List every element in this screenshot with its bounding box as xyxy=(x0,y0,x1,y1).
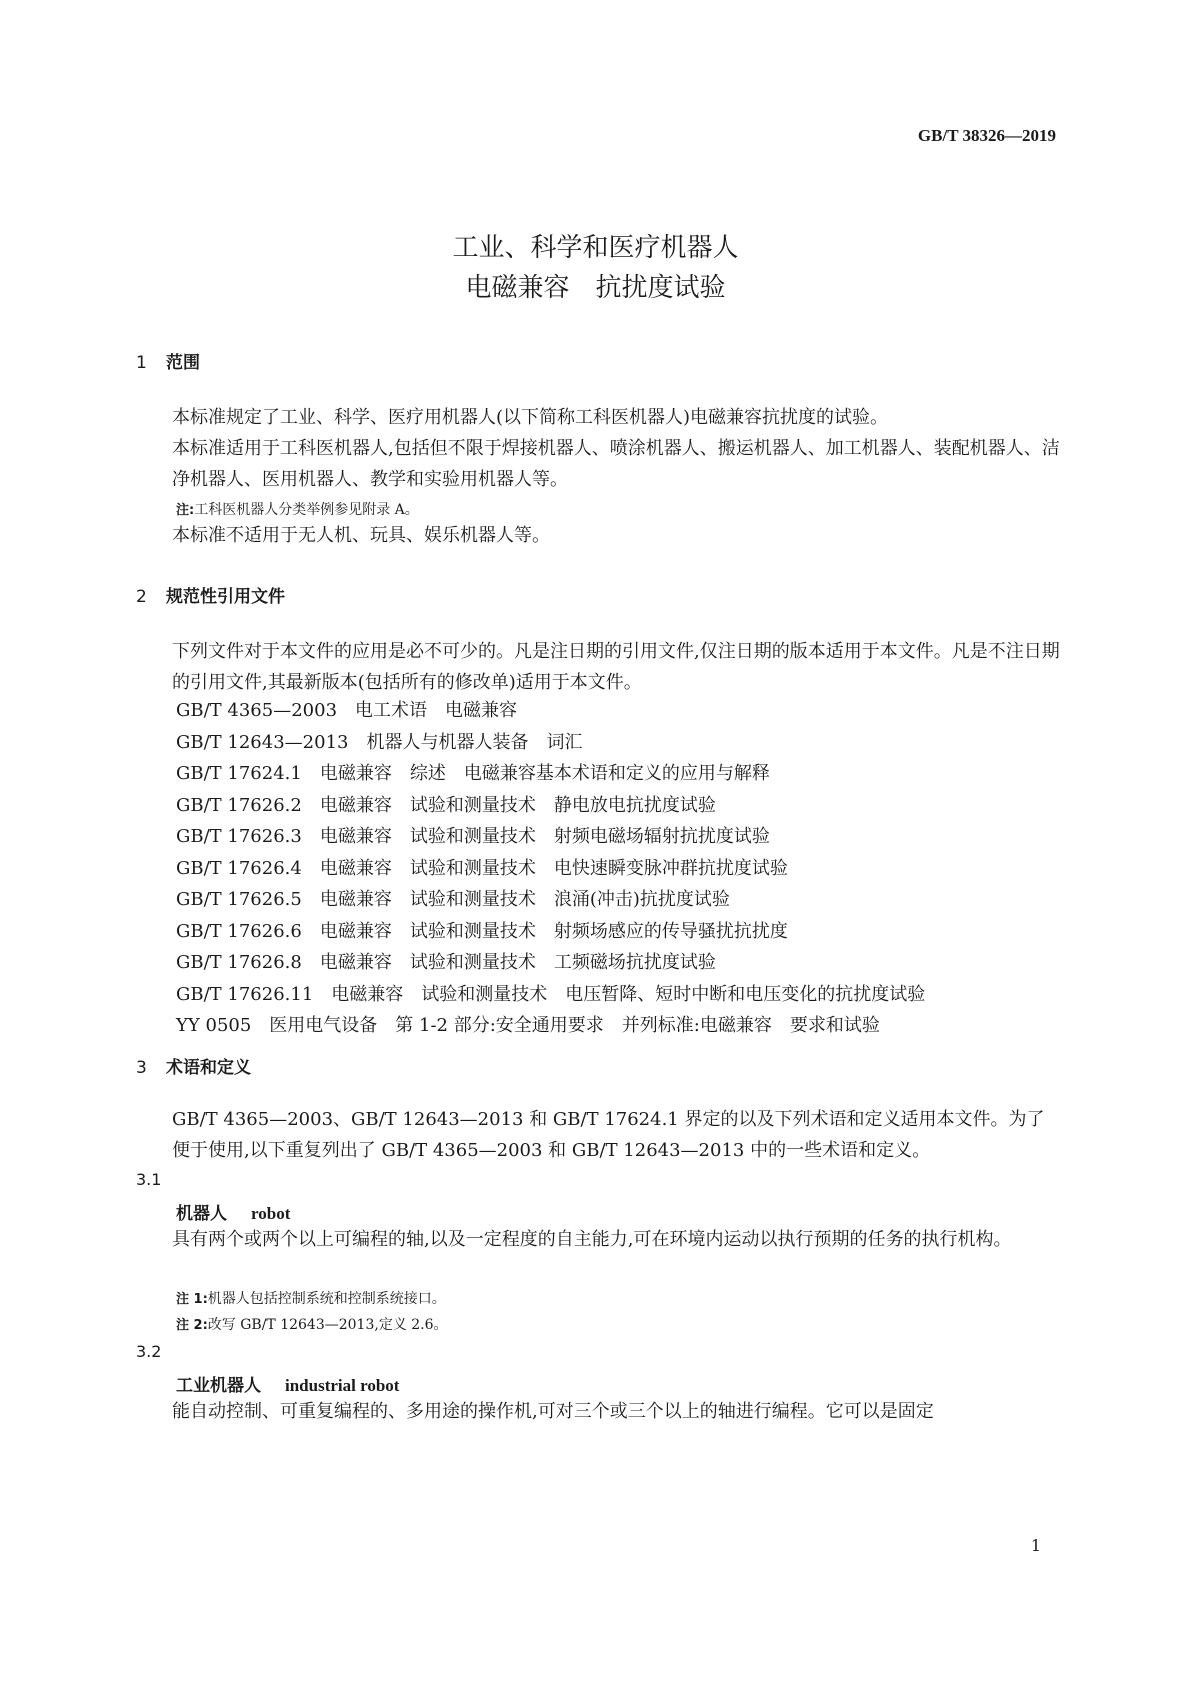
reference-item: GB/T 17626.6 电磁兼容 试验和测量技术 射频场感应的传导骚扰抗扰度 xyxy=(176,920,788,942)
reference-item: GB/T 17624.1 电磁兼容 综述 电磁兼容基本术语和定义的应用与解释 xyxy=(176,763,770,784)
reference-item: GB/T 12643—2013 机器人与机器人装备 词汇 xyxy=(176,731,583,753)
term-3-1-number: 3.1 xyxy=(136,1170,162,1189)
section-3-title: 术语和定义 xyxy=(166,1058,251,1078)
reference-item: GB/T 17626.3 电磁兼容 试验和测量技术 射频电磁场辐射抗扰度试验 xyxy=(176,826,770,847)
note-label: 注 2: xyxy=(176,1318,208,1333)
section-1-paragraph-1: 本标准规定了工业、科学、医疗用机器人(以下简称工科医机器人)电磁兼容抗扰度的试验。 xyxy=(172,407,889,428)
reference-item: GB/T 17626.11 电磁兼容 试验和测量技术 电压暂降、短时中断和电压变化的抗扰度试验 xyxy=(176,983,926,1005)
term-3-1-name xyxy=(176,1199,290,1224)
term-3-1-note-1 xyxy=(176,1288,446,1308)
title-line-2: 电磁兼容 抗扰度试验 xyxy=(465,273,726,303)
term-3-1-definition: 具有两个或两个以上可编程的轴,以及一定程度的自主能力,可在环境内运动以执行预期的任务的执行机构。 xyxy=(172,1229,1012,1250)
section-2-heading xyxy=(136,582,285,607)
section-1-note xyxy=(176,499,419,519)
title-line-1: 工业、科学和医疗机器人 xyxy=(452,233,739,263)
normative-references-list xyxy=(176,695,925,1042)
note-label: 注: xyxy=(176,503,195,518)
reference-item: GB/T 17626.4 电磁兼容 试验和测量技术 电快速瞬变脉冲群抗扰度试验 xyxy=(176,857,788,879)
reference-item: GB/T 17626.5 电磁兼容 试验和测量技术 浪涌(冲击)抗扰度试验 xyxy=(176,889,730,910)
term-3-2-name xyxy=(176,1371,399,1396)
term-3-1-note-2 xyxy=(176,1314,448,1334)
section-2-number: 2 xyxy=(136,587,147,607)
section-3-heading xyxy=(136,1053,251,1078)
note-text: 改写 GB/T 12643—2013,定义 2.6。 xyxy=(207,1317,448,1333)
note-label: 注 1: xyxy=(176,1292,208,1307)
reference-item: YY 0505 医用电气设备 第 1-2 部分:安全通用要求 并列标准:电磁兼容 要求和试验 xyxy=(176,1015,880,1036)
section-1-number: 1 xyxy=(136,353,147,373)
term-3-2-number: 3.2 xyxy=(136,1342,162,1361)
page-number: 1 xyxy=(1030,1536,1041,1555)
term-3-2-definition: 能自动控制、可重复编程的、多用途的操作机,可对三个或三个以上的轴进行编程。它可以是固定 xyxy=(172,1401,934,1422)
standard-code: GB/T 38326—2019 xyxy=(917,126,1056,145)
reference-item: GB/T 17626.2 电磁兼容 试验和测量技术 静电放电抗扰度试验 xyxy=(176,794,716,816)
note-text: 机器人包括控制系统和控制系统接口。 xyxy=(207,1291,446,1307)
term-3-1-name-en: robot xyxy=(251,1204,291,1223)
reference-item: GB/T 17626.8 电磁兼容 试验和测量技术 工频磁场抗扰度试验 xyxy=(176,952,716,973)
section-1-title: 范围 xyxy=(166,353,200,373)
section-1-heading xyxy=(136,348,200,373)
document-title xyxy=(0,228,1191,308)
section-3-intro: GB/T 4365—2003、GB/T 12643—2013 和 GB/T 17624.1 界定的以及下列术语和定义适用本文件。为了便于使用,以下重复列出了 GB/T 4365—2003 和 GB/T 12643—2013 中的一些术语和定义。 xyxy=(172,1109,1045,1161)
section-3-number: 3 xyxy=(136,1058,147,1078)
section-1-paragraph-3: 本标准不适用于无人机、玩具、娱乐机器人等。 xyxy=(172,525,550,546)
section-2-title: 规范性引用文件 xyxy=(166,587,285,607)
note-text: 工科医机器人分类举例参见附录 A。 xyxy=(194,502,419,518)
term-3-1-name-cn: 机器人 xyxy=(176,1204,227,1224)
section-1-paragraph-2: 本标准适用于工科医机器人,包括但不限于焊接机器人、喷涂机器人、搬运机器人、加工机器人、装配机器人、洁净机器人、医用机器人、教学和实验用机器人等。 xyxy=(172,438,1060,490)
term-3-2-name-en: industrial robot xyxy=(285,1376,400,1395)
reference-item: GB/T 4365—2003 电工术语 电磁兼容 xyxy=(176,700,518,721)
term-3-2-name-cn: 工业机器人 xyxy=(176,1376,261,1396)
section-2-intro: 下列文件对于本文件的应用是必不可少的。凡是注日期的引用文件,仅注日期的版本适用于本文件。凡是不注日期的引用文件,其最新版本(包括所有的修改单)适用于本文件。 xyxy=(172,641,1060,693)
